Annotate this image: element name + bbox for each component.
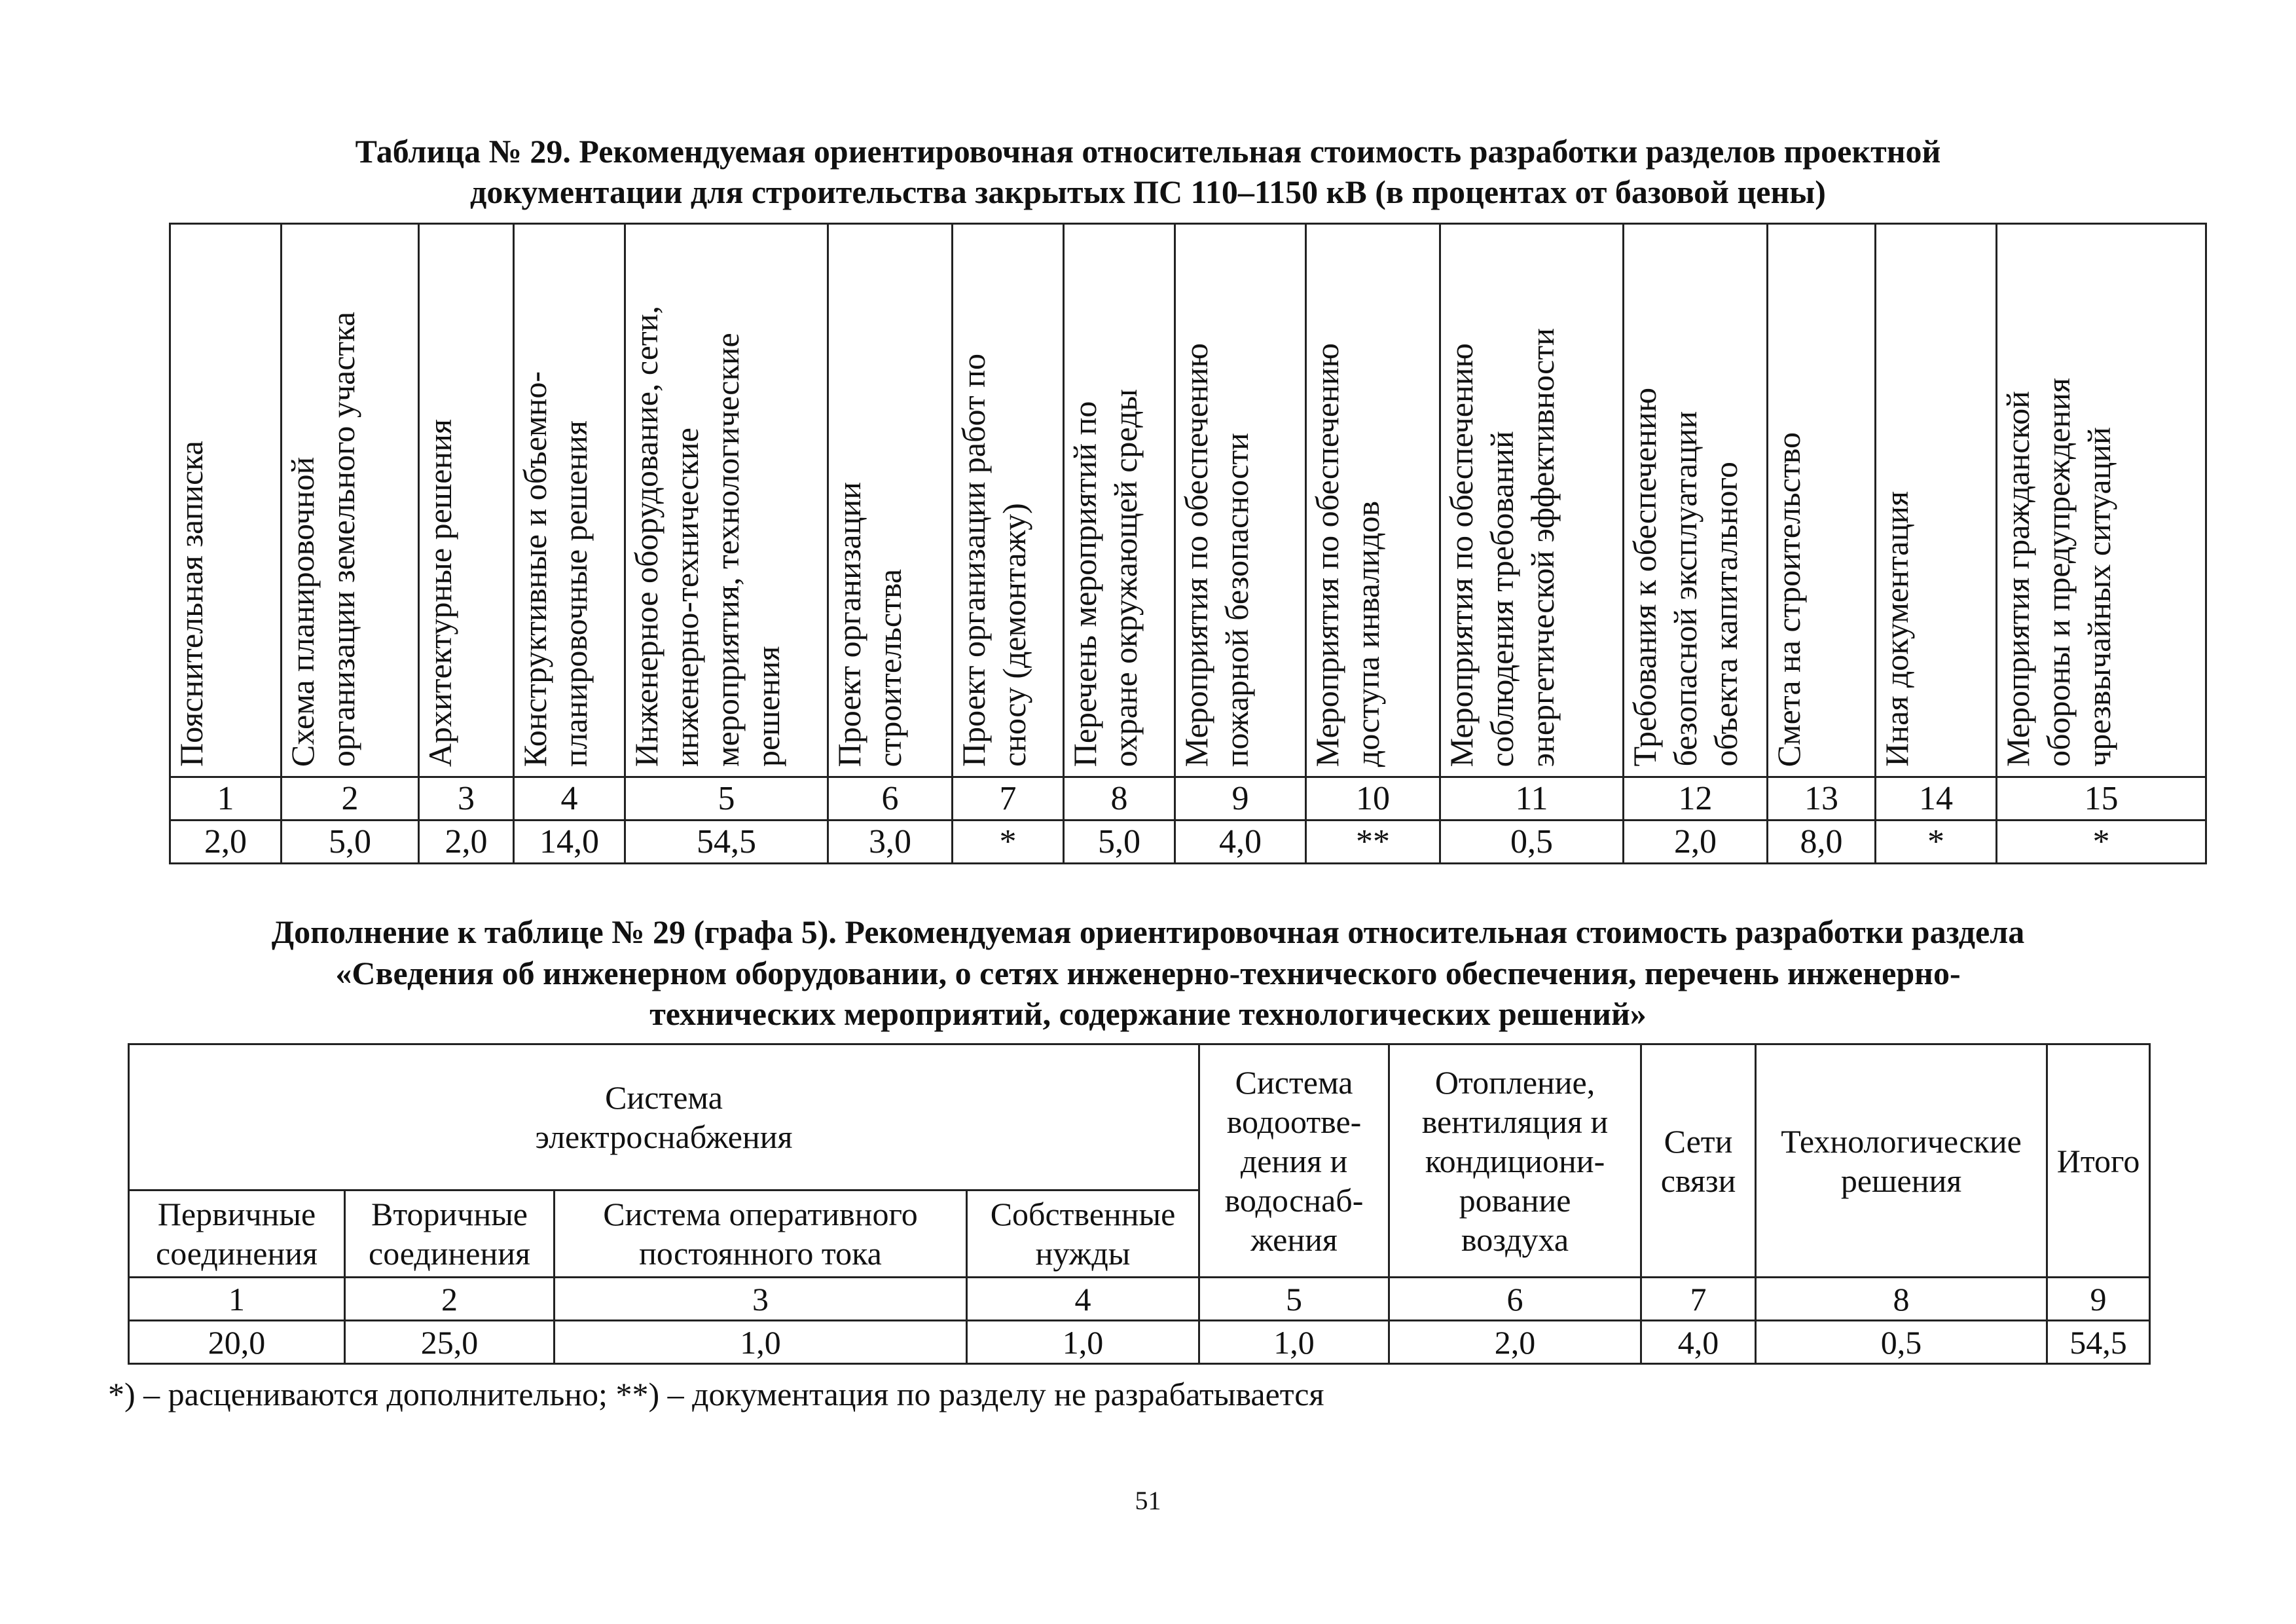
table2-value-cell: 2,0 [1389,1321,1641,1364]
table1-header-cell: Проект организации работ по сносу (демонтажу) [953,224,1064,777]
table1-header-cell: Мероприятия гражданской обороны и предупреждения чрезвычайных ситуаций [1997,224,2206,777]
table1-value-cell: 2,0 [1624,821,1768,864]
table1-value-cell: 14,0 [514,821,625,864]
table1-number-row [170,777,2206,821]
table1-title-line2: документации для строительства закрытых ПС 110–1150 кВ (в процентах от базовой цены) [470,174,1826,210]
table2-value-cell: 20,0 [129,1321,345,1364]
table1-value-cell: 2,0 [170,821,282,864]
table2-value-cell: 25,0 [345,1321,555,1364]
table1-value-cell: * [953,821,1064,864]
table1-number-cell: 14 [1876,777,1997,821]
table1-header-cell: Схема планировочной организации земельного участка [282,224,419,777]
table2-number-cell: 3 [555,1278,967,1321]
table1-value-cell: * [1997,821,2206,864]
table2-subheader-cell: Вторичные соединения [345,1190,555,1278]
table2-number-cell: 9 [2047,1278,2150,1321]
table1-number-cell: 15 [1997,777,2206,821]
table1-number-cell: 10 [1306,777,1440,821]
table2-number-cell: 8 [1756,1278,2047,1321]
table2-number-cell: 5 [1199,1278,1389,1321]
table1-number-cell: 13 [1768,777,1876,821]
table2-number-cell: 6 [1389,1278,1641,1321]
table2-header-row-1 [129,1044,2150,1190]
table1-header-cell: Проект организации строительства [828,224,953,777]
table2-number-cell: 7 [1641,1278,1756,1321]
table1-header-cell: Смета на строительство [1768,224,1876,777]
table1-number-cell: 9 [1175,777,1306,821]
table1-value-cell: 54,5 [625,821,828,864]
table2-title-line1: Дополнение к таблице № 29 (графа 5). Рекомендуемая ориентировочная относительная стоимость разработки раздела [271,913,2025,950]
table1-header-row [170,224,2206,777]
table2-title-line3: технических мероприятий, содержание технологических решений» [649,995,1647,1032]
table1-value-cell: 0,5 [1440,821,1624,864]
table2-value-row [129,1321,2150,1364]
table1-title-line1: Таблица № 29. Рекомендуемая ориентировочная относительная стоимость разработки разделов проектной [355,133,1941,170]
table2-value-cell: 1,0 [967,1321,1199,1364]
table1-number-cell: 6 [828,777,953,821]
table1-value-cell: 8,0 [1768,821,1876,864]
table1-value-cell: * [1876,821,1997,864]
table1-value-cell: 2,0 [419,821,514,864]
table1-value-cell: 5,0 [282,821,419,864]
table2-header-cell: Система водоотве- дения и водоснаб- жения [1199,1044,1389,1278]
table1-header-cell: Перечень мероприятий по охране окружающей среды [1064,224,1175,777]
table2-value-cell: 4,0 [1641,1321,1756,1364]
table2-number-cell: 1 [129,1278,345,1321]
table2-value-cell: 1,0 [1199,1321,1389,1364]
table1-number-cell: 11 [1440,777,1624,821]
table1-number-cell: 5 [625,777,828,821]
table2-subheader-cell: Первичные соединения [129,1190,345,1278]
table1-header-cell: Пояснительная записка [170,224,282,777]
table1-number-cell: 2 [282,777,419,821]
table1-header-cell: Инженерное оборудование, сети, инженерно-технические мероприятия, технологические решения [625,224,828,777]
table1-number-cell: 3 [419,777,514,821]
table2-title-line2: «Сведения об инженерном оборудовании, о сетях инженерно-технического обеспечения, перечень инженерно- [335,955,1961,991]
table2-number-cell: 2 [345,1278,555,1321]
table1-value-row [170,821,2206,864]
table1-number-cell: 7 [953,777,1064,821]
table2-value-cell: 1,0 [555,1321,967,1364]
table2-number-row [129,1278,2150,1321]
table1-number-cell: 4 [514,777,625,821]
table1-value-cell: ** [1306,821,1440,864]
table1-header-cell: Архитектурные решения [419,224,514,777]
table1-number-cell: 8 [1064,777,1175,821]
table1-header-cell: Иная документация [1876,224,1997,777]
table2-value-cell: 0,5 [1756,1321,2047,1364]
table1-header-cell: Требования к обеспечению безопасной эксплуатации объекта капитального [1624,224,1768,777]
table2-header-cell: Технологические решения [1756,1044,2047,1278]
table2-header-cell: Отопление, вентиляция и кондициони- рование воздуха [1389,1044,1641,1278]
table-29 [169,223,2207,864]
table1-header-cell: Мероприятия по обеспечению пожарной безопасности [1175,224,1306,777]
table1-header-cell: Мероприятия по обеспечению доступа инвалидов [1306,224,1440,777]
table2-number-cell: 4 [967,1278,1199,1321]
table1-value-cell: 4,0 [1175,821,1306,864]
table2-subheader-cell: Собственные нужды [967,1190,1199,1278]
table1-value-cell: 5,0 [1064,821,1175,864]
footnote: *) – расцениваются дополнительно; **) – документация по разделу не разрабатывается [108,1376,1324,1412]
power-supply-header: Система электроснабжения [129,1044,1199,1190]
table1-number-cell: 1 [170,777,282,821]
table1-header-cell: Конструктивные и объемно- планировочные решения [514,224,625,777]
table-29-supplement [128,1043,2151,1365]
table2-subheader-cell: Система оперативного постоянного тока [555,1190,967,1278]
table1-value-cell: 3,0 [828,821,953,864]
table2-header-cell: Итого [2047,1044,2150,1278]
page-number: 51 [1135,1486,1161,1515]
table2-value-cell: 54,5 [2047,1321,2150,1364]
table1-header-cell: Мероприятия по обеспечению соблюдения требований энергетической эффективности [1440,224,1624,777]
table2-header-cell: Сети связи [1641,1044,1756,1278]
table1-number-cell: 12 [1624,777,1768,821]
